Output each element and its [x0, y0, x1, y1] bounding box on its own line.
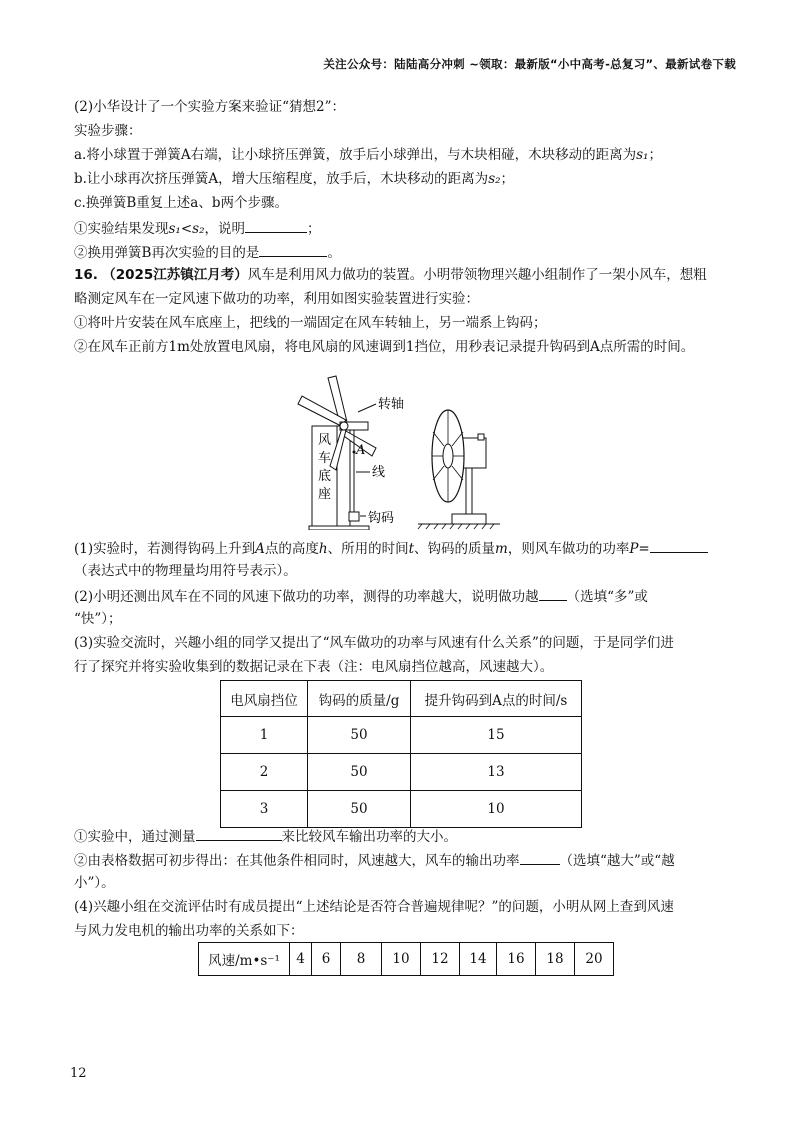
q16-part1: [74, 538, 708, 558]
table-cell: 3: [221, 791, 308, 828]
label-weight: 钩码: [368, 511, 395, 526]
q1-var: s₁<s₂: [168, 221, 205, 237]
table-cell: 10: [411, 791, 582, 828]
p1-text: 、所用的时间: [327, 541, 409, 557]
table-row: [221, 754, 582, 791]
q16-step-2: ②在风车正前方1m处放置电风扇，将电风扇的风速调到1挡位，用秒表记录提升钩码到A点所需的时间。: [74, 339, 695, 355]
table-cell: 2: [221, 754, 308, 791]
table-header-row: [221, 681, 582, 717]
answer-blank[interactable]: [259, 242, 327, 257]
fan-center: [443, 444, 453, 468]
answer-blank[interactable]: [520, 850, 560, 865]
base-char-2: 车: [318, 451, 332, 466]
q16-part3-q2: [74, 850, 675, 870]
q16-part2: [74, 586, 648, 606]
table-cell: 14: [460, 943, 497, 976]
fan-pole: [466, 464, 472, 514]
table-cell: 20: [575, 943, 614, 976]
label-a: A: [356, 443, 366, 458]
p3q1-text-2: 来比较风车输出功率的大小。: [281, 829, 457, 845]
table-cell: 8: [341, 943, 382, 976]
answer-blank[interactable]: [650, 538, 708, 553]
ground-hatch: [418, 524, 494, 529]
q16-part4-line2: 与风力发电机的输出功率的关系如下：: [74, 923, 304, 939]
q15-step-c: c.换弹簧B重复上述a、b两个步骤。: [74, 195, 288, 211]
p1-text: (1)实验时，若测得钩码上升到: [74, 541, 256, 557]
table-header: 电风扇挡位: [221, 681, 308, 717]
label-line: 线: [372, 465, 386, 480]
data-table-2: [198, 942, 614, 976]
q15-step-a: [74, 146, 662, 164]
step-b-end: ；: [500, 171, 515, 187]
p1-text: 点的高度: [264, 541, 319, 557]
q2-end: 。: [327, 245, 341, 261]
q15-step-b: [74, 170, 514, 188]
q2-text: ②换用弹簧B再次实验的目的是: [74, 245, 260, 261]
p1-var-p: P: [629, 541, 639, 557]
hub: [340, 422, 348, 430]
page-header: 关注公众号：陆陆高分冲刺 ~领取：最新版“小中高考-总复习”、最新试卷下载: [323, 57, 736, 71]
p1-text: ，则风车做功的功率: [507, 541, 630, 557]
step-a-end: ；: [648, 147, 662, 163]
label-axis: 转轴: [378, 397, 405, 412]
q16-step-1: ①将叶片安装在风车底座上，把线的一端固定在风车转轴上，另一端系上钩码；: [74, 315, 547, 331]
q16-intro-2: 略测定风车在一定风速下做功的功率，利用如图实验装置进行实验：: [74, 291, 479, 307]
base-char-1: 风: [318, 433, 332, 448]
p1-var-a: A: [255, 541, 265, 557]
q16-part3-line2: 行了探究并将实验收集到的数据记录在下表（注：电风扇挡位越高，风速越大）。: [74, 659, 554, 675]
table-cell: 16: [497, 943, 536, 976]
q16-part4-line1: (4)兴趣小组在交流评估时有成员提出“上述结论是否符合普遍规律呢？”的问题，小明从网上查到风速: [74, 899, 674, 915]
q1-text-2: ，说明: [204, 221, 245, 237]
q16-part1-line2: （表达式中的物理量均用符号表示）。: [74, 563, 297, 579]
q1-end: ；: [307, 221, 321, 237]
table-cell: 50: [308, 717, 411, 754]
table-row: [221, 791, 582, 828]
q16-part3-q1: [74, 826, 457, 846]
q15-question-1: [74, 218, 321, 238]
q1-text: ①实验结果发现: [74, 221, 169, 237]
p1-var-h: h: [318, 541, 328, 557]
ground-line: [309, 526, 369, 530]
table-cell: 12: [421, 943, 460, 976]
q16-part3-q2-line2: 小”）。: [74, 875, 115, 891]
step-a-var: s₁: [636, 147, 649, 163]
answer-blank[interactable]: [539, 586, 567, 601]
table-cell: 10: [382, 943, 421, 976]
q16-part3-line1: (3)实验交流时，兴趣小组的同学又提出了“风车做功的功率与风速有什么关系”的问题，于是同学们进: [74, 635, 674, 651]
q16-intro-1: [74, 266, 707, 284]
answer-blank[interactable]: [245, 218, 307, 233]
p2-text: (2)小明还测出风车在不同的风速下做功的功率，测得的功率越大，说明做功越: [74, 589, 539, 605]
p3q1-text: ①实验中，通过测量: [74, 829, 196, 845]
p1-var-t: t: [408, 541, 415, 557]
table-cell: 1: [221, 717, 308, 754]
p3q2-text: ②由表格数据可初步得出：在其他条件相同时，风速越大，风车的输出功率: [74, 853, 520, 869]
windmill-figure: [290, 374, 510, 530]
base-char-3: 底: [318, 469, 332, 484]
table-cell: 6: [312, 943, 341, 976]
table-cell: 13: [411, 754, 582, 791]
fan-base: [452, 514, 486, 524]
question-source: （2025江苏镇江月考）: [102, 267, 248, 283]
table-cell: 50: [308, 754, 411, 791]
q15-part2-intro: (2)小华设计了一个实验方案来验证“猜想2”：: [74, 99, 346, 115]
axis-leader: [358, 404, 376, 412]
p1-text: 、钩码的质量: [414, 541, 496, 557]
step-b-var: s₂: [488, 171, 501, 187]
q15-steps-label: 实验步骤：: [74, 123, 142, 139]
table-cell: 50: [308, 791, 411, 828]
intro-text: 风车是利用风力做功的装置。小明带领物理兴趣小组制作了一架小风车，想粗: [247, 267, 707, 283]
table-cell: 4: [290, 943, 312, 976]
data-table-1: [220, 680, 582, 828]
step-b-text: b.让小球再次挤压弹簧A，增大压缩程度，放手后，木块移动的距离为: [74, 171, 489, 187]
answer-blank[interactable]: [196, 826, 282, 841]
p1-equals: =: [638, 541, 650, 557]
table-cell: 15: [411, 717, 582, 754]
p1-var-m: m: [495, 541, 508, 557]
step-a-text: a.将小球置于弹簧A右端，让小球挤压弹簧，放手后小球弹出，与木块相碰，木块移动的距离为: [74, 147, 637, 163]
table-header: 钩码的质量/g: [308, 681, 411, 717]
base-char-4: 座: [318, 487, 332, 502]
q16-part2-line2: “快”）；: [74, 611, 122, 627]
p2-text-2: （选填“多”或: [566, 589, 648, 605]
fan-knob: [478, 434, 484, 440]
table-cell: 18: [536, 943, 575, 976]
q15-question-2: [74, 242, 341, 262]
table-row: [199, 943, 614, 976]
table-header: 提升钩码到A点的时间/s: [411, 681, 582, 717]
p3q2-text-2: （选填“越大”或“越: [559, 853, 675, 869]
table-header: 风速/m•s⁻¹: [199, 943, 290, 976]
page-number: 12: [70, 1066, 87, 1081]
table-row: [221, 717, 582, 754]
weight: [349, 512, 359, 521]
question-number: 16.: [74, 267, 98, 283]
